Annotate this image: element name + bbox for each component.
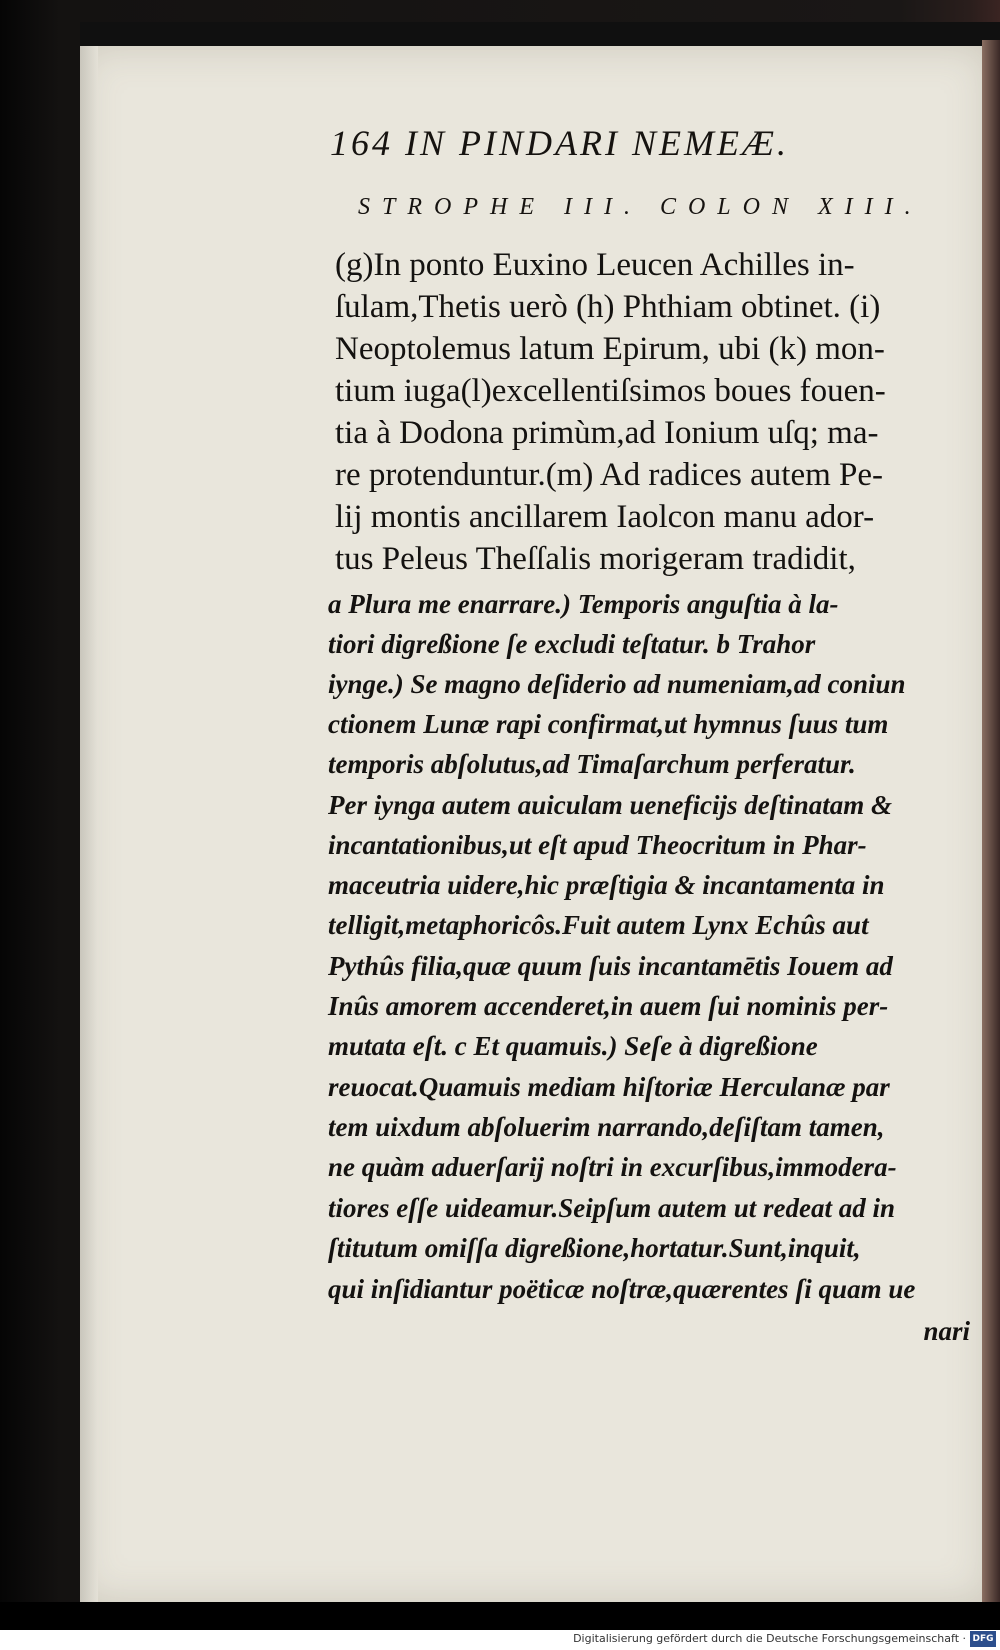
commentary-line: mutata eſt. c Et quamuis.) Seſe à digreßione xyxy=(328,1031,818,1061)
commentary-line: Inûs amorem accenderet,in auem ſui nominis per- xyxy=(328,991,889,1021)
commentary-line: ne quàm aduerſarij noſtri in excurſibus,immodera- xyxy=(328,1152,897,1182)
text-line: re protenduntur.(m) Ad radices autem Pe- xyxy=(335,457,883,493)
text-line: tia à Dodona primùm,ad Ionium uſq; ma- xyxy=(335,415,879,451)
commentary-line: Pythûs filia,quæ quum ſuis incantamētis Iouem ad xyxy=(328,951,893,981)
commentary-line: qui inſidiantur poëticæ noſtræ,quærentes ſi quam ue xyxy=(328,1274,916,1304)
commentary-line: tem uixdum abſoluerim narrando,deſiſtam tamen, xyxy=(328,1112,885,1142)
text-line: tus Peleus Theſſalis morigeram tradidit, xyxy=(335,541,856,577)
running-head: 164 IN PINDARI NEMEÆ. xyxy=(330,123,789,163)
commentary-line: iynge.) Se magno deſiderio ad numeniam,ad coniun xyxy=(328,669,906,699)
commentary-line: ctionem Lunæ rapi confirmat,ut hymnus ſuus tum xyxy=(328,709,889,739)
commentary-line: tiori digreßione ſe excludi teſtatur. b Trahor xyxy=(328,629,816,659)
commentary-line: a Plura me enarrare.) Temporis anguſtia à la- xyxy=(328,589,839,619)
page-gutter xyxy=(80,46,98,1602)
text-line: tium iuga(l)excellentiſsimos boues fouen- xyxy=(335,373,886,409)
footer-credit: Digitalisierung gefördert durch die Deutsche Forschungsgemeinschaft · xyxy=(573,1632,966,1645)
scan-top-border xyxy=(80,22,1000,46)
dfg-logo-icon: DFG xyxy=(970,1631,996,1647)
scan-bottom-border xyxy=(0,1602,1000,1630)
commentary-line: maceutria uidere,hic præſtigia & incantamenta in xyxy=(328,870,885,900)
commentary-line: ſtitutum omiſſa digreßione,hortatur.Sunt,inquit, xyxy=(328,1233,861,1263)
text-line: (g)In ponto Euxino Leucen Achilles in- xyxy=(335,247,855,283)
page-edge xyxy=(982,40,1000,1610)
commentary-line: tiores eſſe uideamur.Seipſum autem ut redeat ad in xyxy=(328,1193,896,1223)
commentary-line: Per iynga autem auiculam ueneficijs deſtinatam & xyxy=(328,790,892,820)
catchword: nari xyxy=(923,1316,970,1346)
commentary-line: incantationibus,ut eſt apud Theocritum in Phar- xyxy=(328,830,867,860)
commentary-line: reuocat.Quamuis mediam hiſtoriæ Herculanæ par xyxy=(328,1072,890,1102)
text-line: lij montis ancillarem Iaolcon manu ador- xyxy=(335,499,875,535)
commentary-line: temporis abſolutus,ad Timaſarchum perferatur. xyxy=(328,749,856,779)
commentary-line: telligit,metaphoricôs.Fuit autem Lynx Echûs aut xyxy=(328,910,869,940)
text-line: Neoptolemus latum Epirum, ubi (k) mon- xyxy=(335,331,885,367)
section-head: STROPHE III. COLON XIII. xyxy=(358,194,923,220)
text-line: ſulam,Thetis uerò (h) Phthiam obtinet. (i) xyxy=(335,289,881,325)
